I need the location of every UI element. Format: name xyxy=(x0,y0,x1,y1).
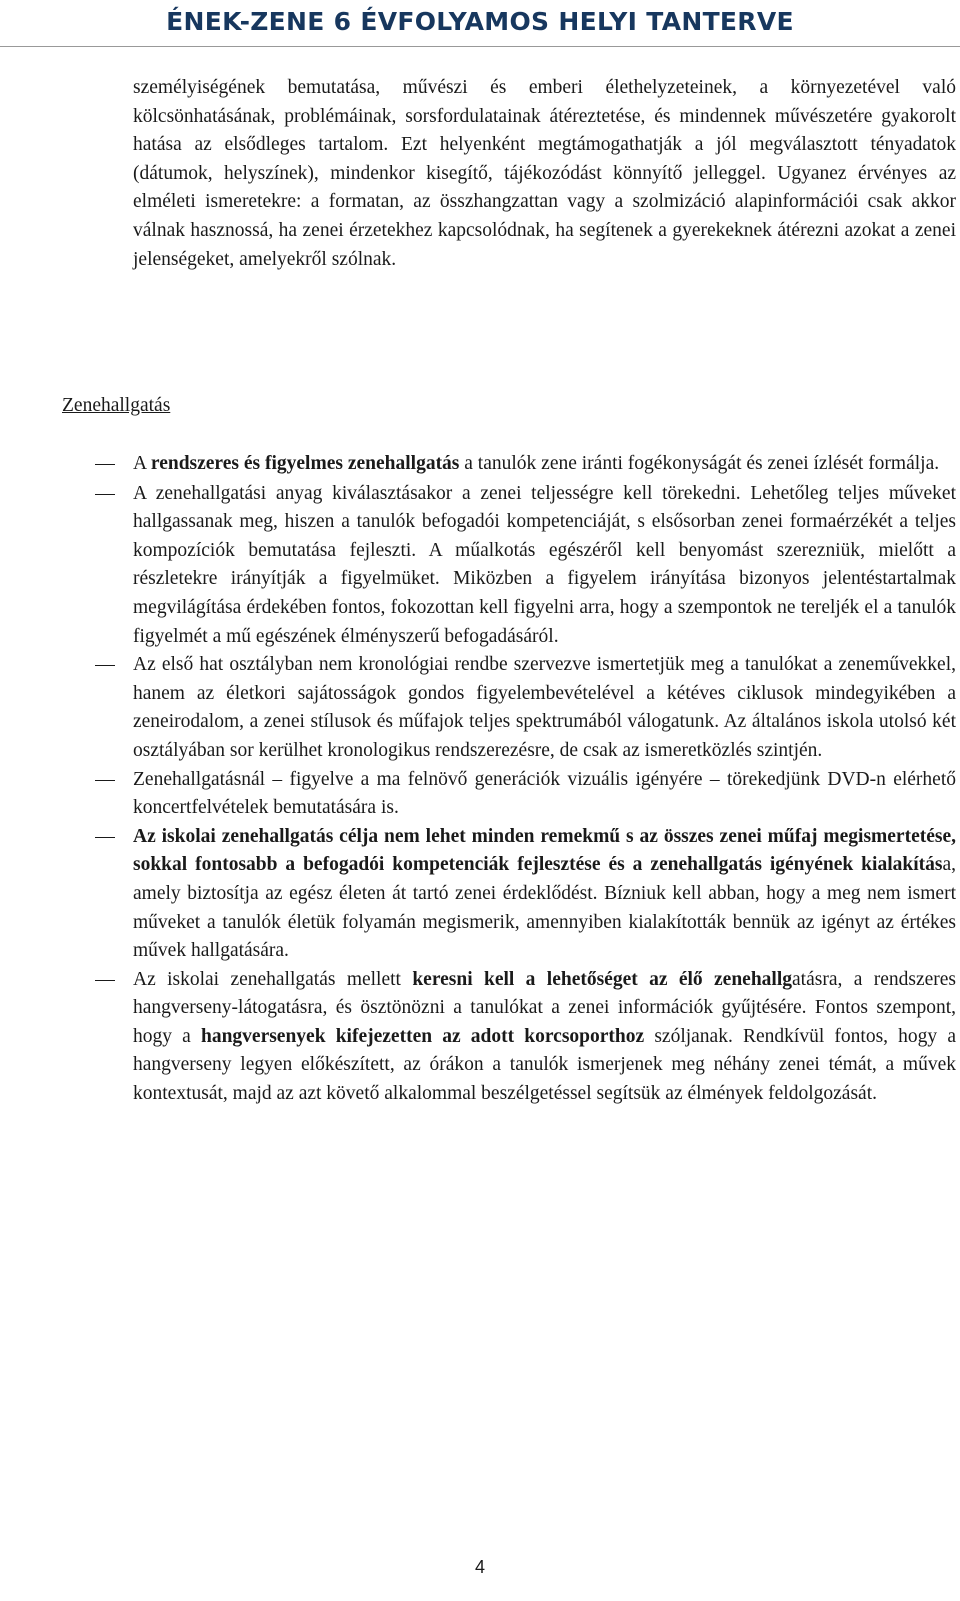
section-title-zenehallgatas: Zenehallgatás xyxy=(62,395,171,416)
dash-bullet-icon xyxy=(95,837,115,838)
item-text: A zenehallgatási anyag kiválasztásakor a zenei teljességre kell törekedni. Lehetőleg teljes műveket hallgassanak meg, hiszen a tanulók befogadói kompetenciáját, s elsősorban zenei formaérzékét a teljes kompozíciók bemutatása fejleszti. A műalkotás egészéről kell benyomást szerezniük, mielőtt a részletekre irányítják a figyelmüket. Miközben a figyelem irányítása bizonyos jelentéstartalmak megvilágítása érdekében fontos, fokozottan kell figyelni arra, hogy a szempontok ne tereljék el a tanulók figyelmét a mű egészének élményszerű befogadásáról. xyxy=(133,482,956,647)
page-number: 4 xyxy=(474,1557,485,1577)
item-text: Zenehallgatásnál – figyelve a ma felnövő generációk vizuális igényére – törekedjünk DVD-n elérhető koncertfelvételek bemutatására is. xyxy=(133,768,956,819)
list-item-5 xyxy=(133,823,956,966)
item-text: szóljanak. Rendkívül fontos, hogy a hangverseny legyen előkészített, az órákon a tanulók ismerjenek meg néhány zenei témát, a művek kontextusát, majd az azt követő alkalommal beszélgetéssel segítsük az élmények feldolgozását. xyxy=(133,1025,956,1105)
item-text: a tanulók zene iránti fogékonyságát és zenei ízlését formálja. xyxy=(459,453,940,474)
item-text: A xyxy=(133,453,151,474)
item-text: atásra, a rendszeres hangverseny-látogatásra, és ösztönözni a tanulókat a zenei információk gyűjtésére. Fontos szempont, hogy a xyxy=(133,968,957,1047)
list-item-2 xyxy=(133,480,956,652)
item-bold-text: keresni kell a lehetőséget az élő zenehallg xyxy=(412,968,793,990)
dash-bullet-icon xyxy=(95,780,115,781)
bullet-list xyxy=(0,450,960,1109)
item-text: a, amely biztosítja az egész életen át tartó zenei érdeklődést. Bízniuk kell abban, hogy a meg nem ismert műveket a tanulók életük folyamán megismerik, amennyiben kialakították bennük az igényt az értékes művek hallgatására. xyxy=(133,854,956,962)
item-bold-text: hangversenyek kifejezetten az adott korcsoporthoz xyxy=(200,1025,645,1047)
dash-bullet-icon xyxy=(95,464,115,465)
header-divider xyxy=(0,46,960,47)
document-header-title: ÉNEK-ZENE 6 ÉVFOLYAMOS HELYI TANTERVE xyxy=(166,7,794,36)
item-bold-text: Az iskolai zenehallgatás célja nem lehet minden remekmű s az összes zenei műfaj megismertetése, sokkal fontosabb a befogadói kompetenciák fejlesztése és a zenehallgatás igényének kialakítás xyxy=(133,825,956,876)
intro-paragraph: személyiségének bemutatása, művészi és emberi élethelyzeteinek, a környezetével való kölcsönhatásának, problémáinak, sorsfordulatainak átéreztetése, és mindennek művészetére gyakorolt hatása az elsődleges tartalom. Ezt helyenként megtámogathatják a jól megválasztott tényadatok (dátumok, helyszínek), mindenkor kisegítő, tájékozódást könnyítő jelleggel. Ugyanez érvényes az elméleti ismeretekre: a formatan, az összhangzattan vagy a szolmizáció alapinformációi csak akkor válnak hasznossá, ha zenei érzetekhez kapcsolódnak, ha segítenek a gyerekeknek átérezni azokat a zenei jelenségeket, amelyekről szólnak. xyxy=(133,77,956,270)
dash-bullet-icon xyxy=(95,665,115,666)
list-item-3 xyxy=(133,651,956,765)
dash-bullet-icon xyxy=(95,494,115,495)
list-item-1 xyxy=(133,450,956,479)
dash-bullet-icon xyxy=(95,980,115,981)
list-item-6 xyxy=(133,966,956,1109)
item-text: Az iskolai zenehallgatás mellett xyxy=(133,968,413,990)
list-item-4 xyxy=(133,766,956,823)
item-text: Az első hat osztályban nem kronológiai rendbe szervezve ismertetjük meg a tanulókat a zeneművekkel, hanem az életkori sajátosságok gondos figyelembevételével a kétéves ciklusok mindegyikében a zeneirodalom, a zenei stílusok és műfajok teljes spektrumából válogatunk. Az általános iskola utolsó két osztályában sor kerülhet kronologikus rendszerezésre, de csak az ismeretközlés szintjén. xyxy=(133,654,956,761)
item-bold-text: rendszeres és figyelmes zenehallgatás xyxy=(150,453,460,474)
